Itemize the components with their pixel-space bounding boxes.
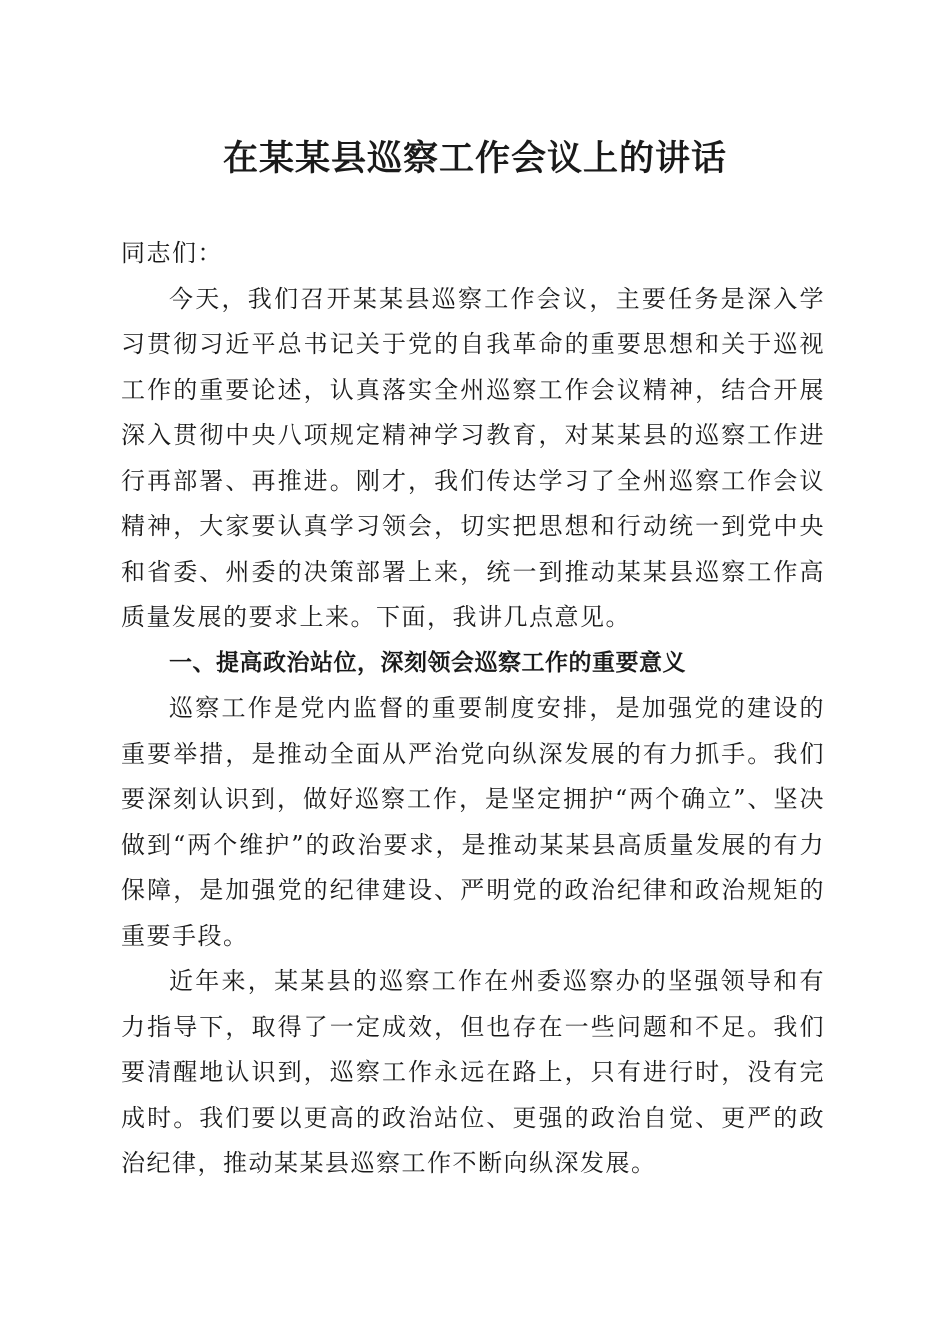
salutation: 同志们： [121, 239, 223, 267]
intro-paragraph: 今天，我们召开某某县巡察工作会议，主要任务是深入学习贯彻习近平总书记关于党的自我革命的重要思想和关于巡视工作的重要论述，认真落实全州巡察工作会议精神，结合开展深入贯彻中央八项规定精神学习教育，对某某县的巡察工作进行再部署、再推进。刚才，我们传达学习了全州巡察工作会议精神，大家要认真学习领会，切实把思想和行动统一到党中央和省委、州委的决策部署上来，统一到推动某某县巡察工作高质量发展的要求上来。下面，我讲几点意见。 [121, 284, 825, 631]
section-paragraph: 巡察工作是党内监督的重要制度安排，是加强党的建设的重要举措，是推动全面从严治党向纵深发展的有力抓手。我们要深刻认识到，做好巡察工作，是坚定拥护“两个确立”、坚决做到“两个维护”的政治要求，是推动某某县高质量发展的有力保障，是加强党的纪律建设、严明党的政治纪律和政治规矩的重要手段。 [121, 694, 825, 950]
document-body [121, 231, 825, 1187]
section-heading: 一、提高政治站位，深刻领会巡察工作的重要意义 [169, 649, 686, 676]
document-title: 在某某县巡察工作会议上的讲话 [222, 138, 727, 179]
section-paragraph: 近年来，某某县的巡察工作在州委巡察办的坚强领导和有力指导下，取得了一定成效，但也存在一些问题和不足。我们要清醒地认识到，巡察工作永远在路上，只有进行时，没有完成时。我们要以更高的政治站位、更强的政治自觉、更严的政治纪律，推动某某县巡察工作不断向纵深发展。 [121, 967, 825, 1177]
